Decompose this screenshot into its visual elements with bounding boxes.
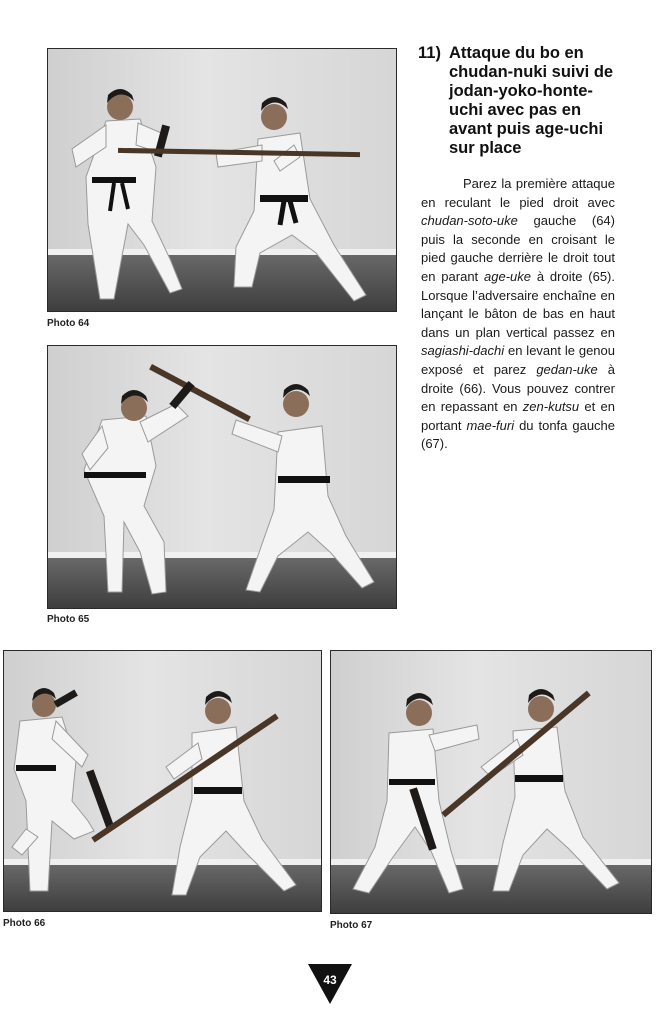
- section-number: 11): [418, 44, 441, 62]
- head-left: [406, 700, 432, 726]
- head-right: [528, 696, 554, 722]
- photo-65: [47, 345, 397, 609]
- photo-66-scene: [4, 651, 321, 911]
- caption-photo-66: Photo 66: [3, 918, 46, 929]
- photo-65-scene: [48, 346, 396, 608]
- photo-64: [47, 48, 397, 312]
- caption-photo-65: Photo 65: [47, 614, 90, 625]
- head-right: [205, 698, 231, 724]
- photo-67: [330, 650, 652, 914]
- karateka-left: [12, 717, 94, 891]
- page-number-marker: [307, 963, 353, 1005]
- belt-right: [260, 195, 308, 202]
- section-title: Attaque du bo en chudan-nuki suivi de jodan-yoko-honte-uchi avec pas en avant puis age-uchi sur place: [449, 44, 614, 157]
- karateka-right: [216, 133, 366, 301]
- karateka-right: [481, 727, 619, 891]
- photo-66: [3, 650, 322, 912]
- belt-right: [515, 775, 563, 782]
- tonfa-low: [86, 769, 114, 828]
- page-number: 43: [323, 973, 337, 987]
- belt-left: [389, 779, 435, 785]
- head-right: [261, 104, 287, 130]
- belt-left: [92, 177, 136, 183]
- karateka-left: [82, 404, 188, 594]
- body-paragraph: Parez la première attaque en reculant le pied droit avec chudan-soto-uke gauche (64) puis la seconde en croisant le pied gauche derrière le droit tout en parant age-uke à droite (65). Lorsque l’adversaire enchaîne en lançant le bâton de bas en haut dans un plan vertical passez en sagiashi-dachi en levant le genou exposé et parez gedan-uke à droite (66). Vous pouvez contrer en repassant en zen-kutsu et en portant mae-furi du tonfa gauche (67).: [421, 176, 616, 452]
- belt-left: [84, 472, 146, 478]
- photo-64-scene: [48, 49, 396, 311]
- photo-67-scene: [331, 651, 651, 913]
- karateka-right: [166, 727, 296, 895]
- belt-right: [194, 787, 242, 794]
- belt-left: [16, 765, 56, 771]
- caption-photo-64: Photo 64: [47, 318, 90, 329]
- karateka-right: [232, 420, 374, 592]
- caption-photo-67: Photo 67: [330, 920, 373, 931]
- belt-right: [278, 476, 330, 483]
- head-right: [283, 391, 309, 417]
- tonfa-raised: [54, 690, 78, 708]
